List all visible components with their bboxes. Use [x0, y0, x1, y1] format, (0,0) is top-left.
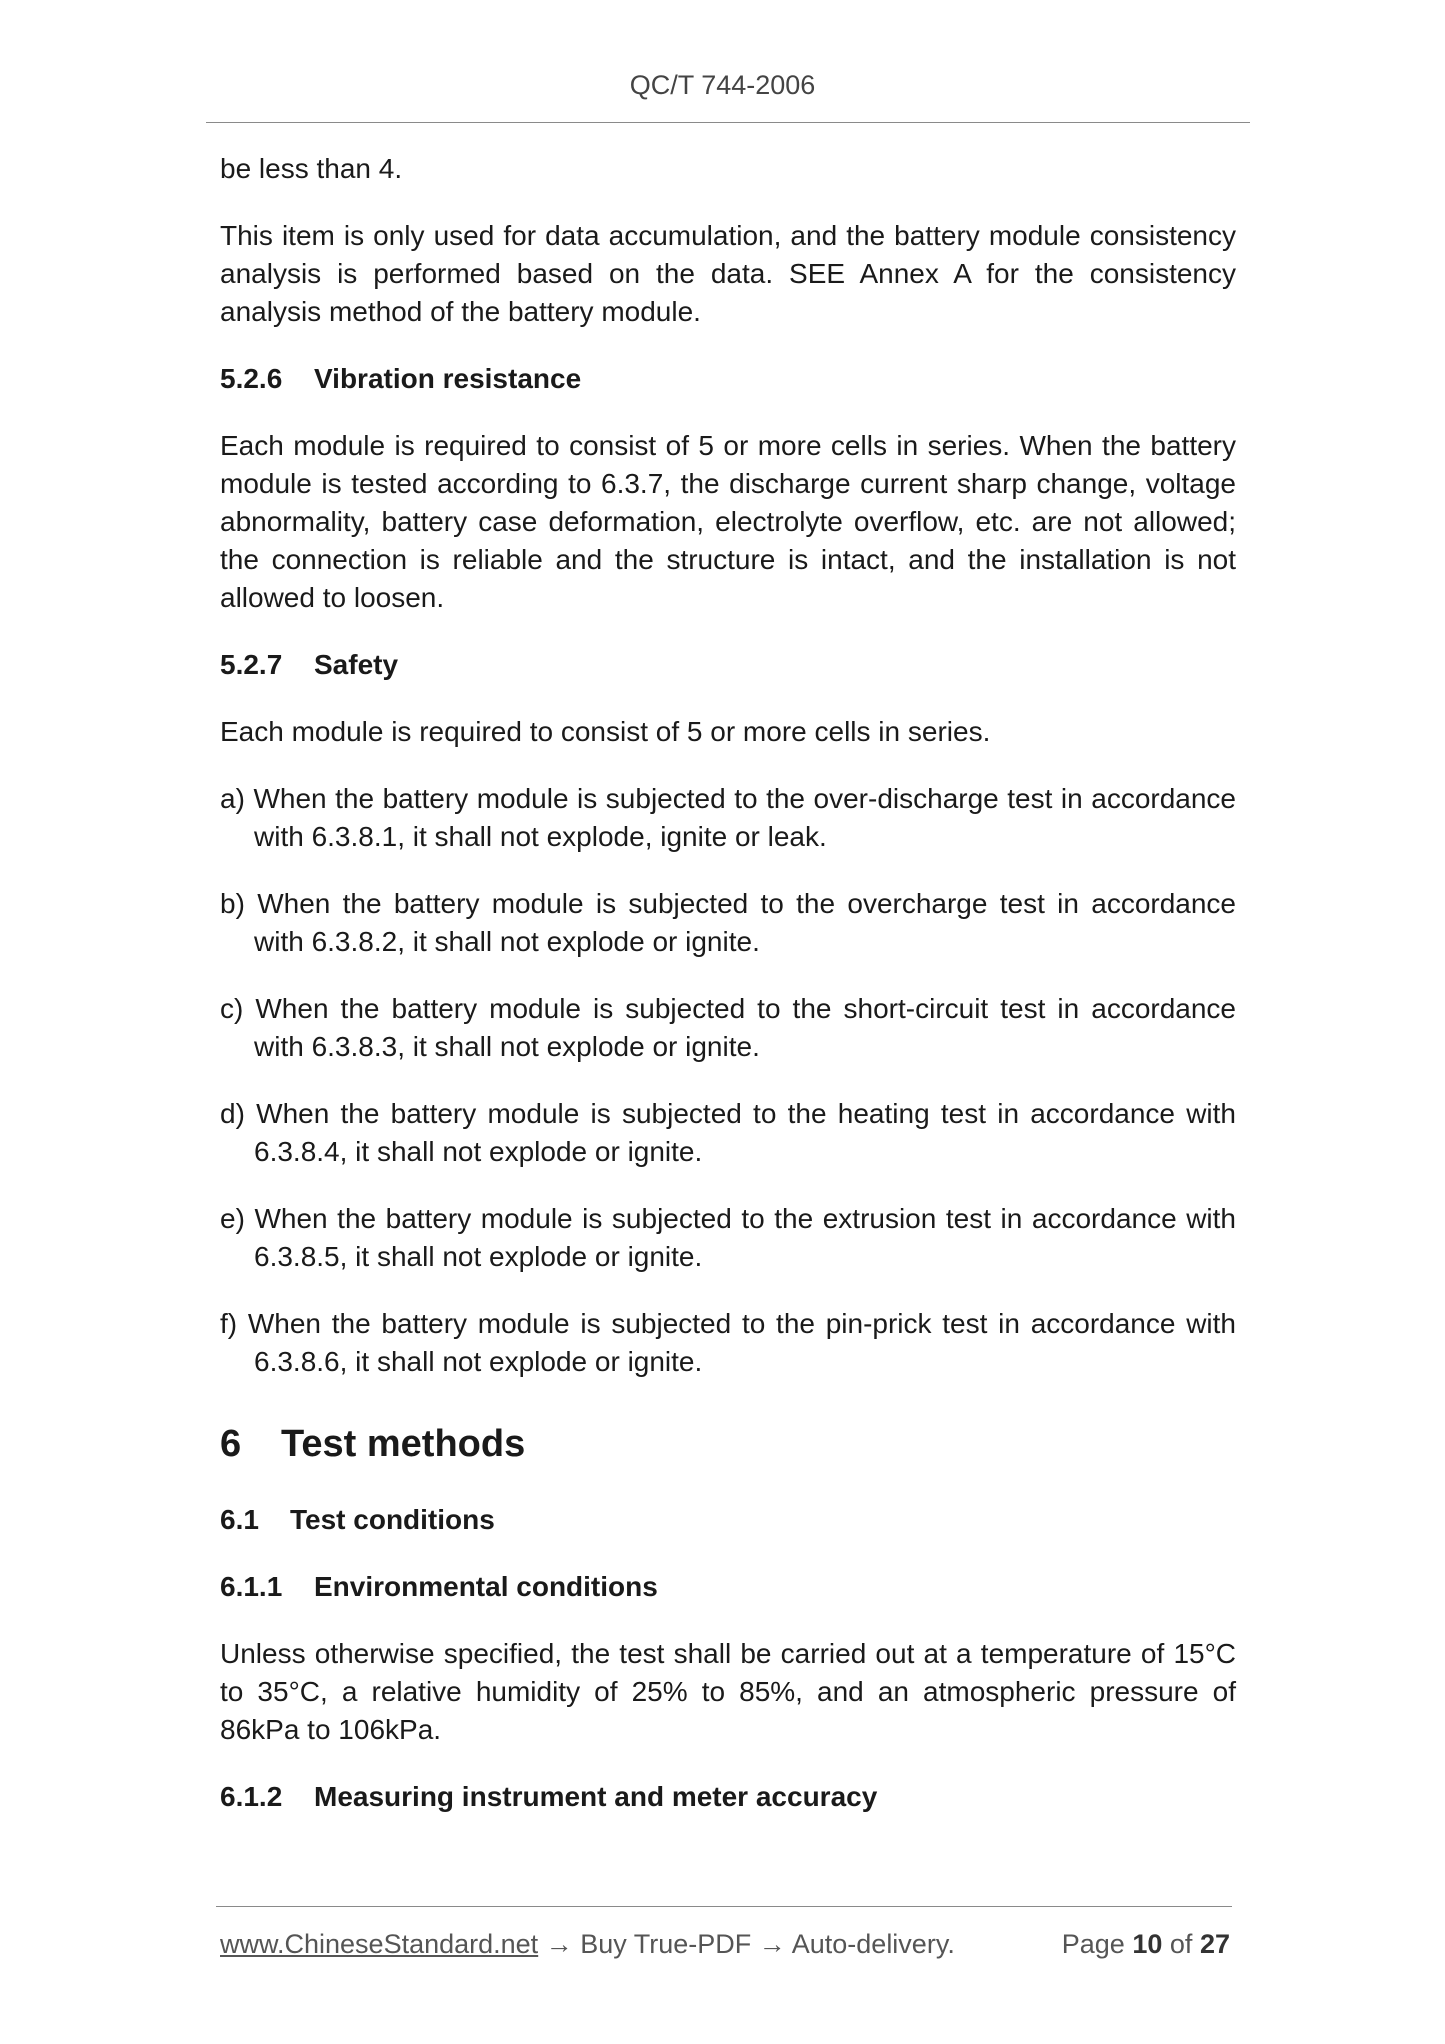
list-marker: f) [220, 1308, 238, 1339]
section-heading-6-1 [220, 1501, 1236, 1539]
paragraph-data-accumulation: This item is only used for data accumulation, and the battery module consistency analysis is performed based on the data. SEE Annex A for the consistency analysis method of the battery module. [220, 220, 1236, 327]
page-footer [220, 1926, 1230, 1962]
section-heading-6-1-2 [220, 1778, 1236, 1816]
list-item-text: When the battery module is subjected to the short-circuit test in accordance with 6.3.8.3, it shall not explode or ignite. [254, 993, 1236, 1062]
section-title: Vibration resistance [314, 363, 582, 394]
list-item-f [220, 1305, 1236, 1381]
list-item-e [220, 1200, 1236, 1276]
list-item-text: When the battery module is subjected to the overcharge test in accordance with 6.3.8.2, it shall not explode or ignite. [254, 888, 1236, 957]
section-heading-5-2-7 [220, 646, 1236, 684]
page-body [220, 150, 1236, 1816]
header-divider [206, 122, 1250, 123]
list-marker: a) [220, 783, 245, 814]
running-header: QC/T 744-2006 [629, 70, 816, 100]
list-marker: b) [220, 888, 245, 919]
paragraph-safety: Each module is required to consist of 5 or more cells in series. [220, 716, 991, 747]
footer-site-link[interactable]: www.ChineseStandard.net [220, 1929, 539, 1959]
section-title: Safety [314, 649, 399, 680]
list-item-b [220, 885, 1236, 961]
page-label: Page [1061, 1929, 1125, 1959]
list-marker: c) [220, 993, 244, 1024]
section-title: Measuring instrument and meter accuracy [314, 1781, 878, 1812]
paragraph-continuation: be less than 4. [220, 153, 403, 184]
section-number: 5.2.7 [220, 649, 283, 680]
list-marker: d) [220, 1098, 245, 1129]
footer-divider [216, 1906, 1232, 1907]
chapter-title: Test methods [281, 1423, 526, 1465]
paragraph-environmental-conditions: Unless otherwise specified, the test shall be carried out at a temperature of 15°C to 35°C, a relative humidity of 25% to 85%, and an atmospheric pressure of 86kPa to 106kPa. [220, 1638, 1236, 1745]
section-number: 6.1.2 [220, 1781, 283, 1812]
section-title: Test conditions [290, 1504, 495, 1535]
chapter-heading-6 [220, 1416, 1236, 1472]
section-number: 5.2.6 [220, 363, 283, 394]
paragraph-vibration-resistance: Each module is required to consist of 5 or more cells in series. When the battery module is tested according to 6.3.7, the discharge current sharp change, voltage abnormality, battery case deformation, electrolyte overflow, etc. are not allowed; the connection is reliable and the structure is intact, and the installation is not allowed to loosen. [220, 430, 1236, 613]
page-indicator [1062, 1926, 1230, 1962]
section-heading-5-2-6 [220, 360, 1236, 398]
section-title: Environmental conditions [314, 1571, 658, 1602]
list-item-text: When the battery module is subjected to the heating test in accordance with 6.3.8.4, it shall not explode or ignite. [254, 1098, 1237, 1167]
list-item-a [220, 780, 1236, 856]
list-item-text: When the battery module is subjected to the extrusion test in accordance with 6.3.8.5, it shall not explode or ignite. [254, 1203, 1236, 1272]
page-of-label: of [1169, 1929, 1193, 1959]
list-item-c [220, 990, 1236, 1066]
page-total: 27 [1199, 1929, 1230, 1959]
list-item-d [220, 1095, 1236, 1171]
footer-tagline: → Buy True-PDF → Auto-delivery. [538, 1929, 955, 1959]
list-item-text: When the battery module is subjected to the pin-prick test in accordance with 6.3.8.6, it shall not explode or ignite. [247, 1308, 1236, 1377]
chapter-number: 6 [220, 1423, 242, 1465]
section-number: 6.1.1 [220, 1571, 283, 1602]
list-item-text: When the battery module is subjected to the over-discharge test in accordance with 6.3.8.1, it shall not explode, ignite or leak. [253, 783, 1236, 852]
section-heading-6-1-1 [220, 1568, 1236, 1606]
section-number: 6.1 [220, 1504, 259, 1535]
page-current: 10 [1132, 1929, 1163, 1959]
list-marker: e) [220, 1203, 245, 1234]
